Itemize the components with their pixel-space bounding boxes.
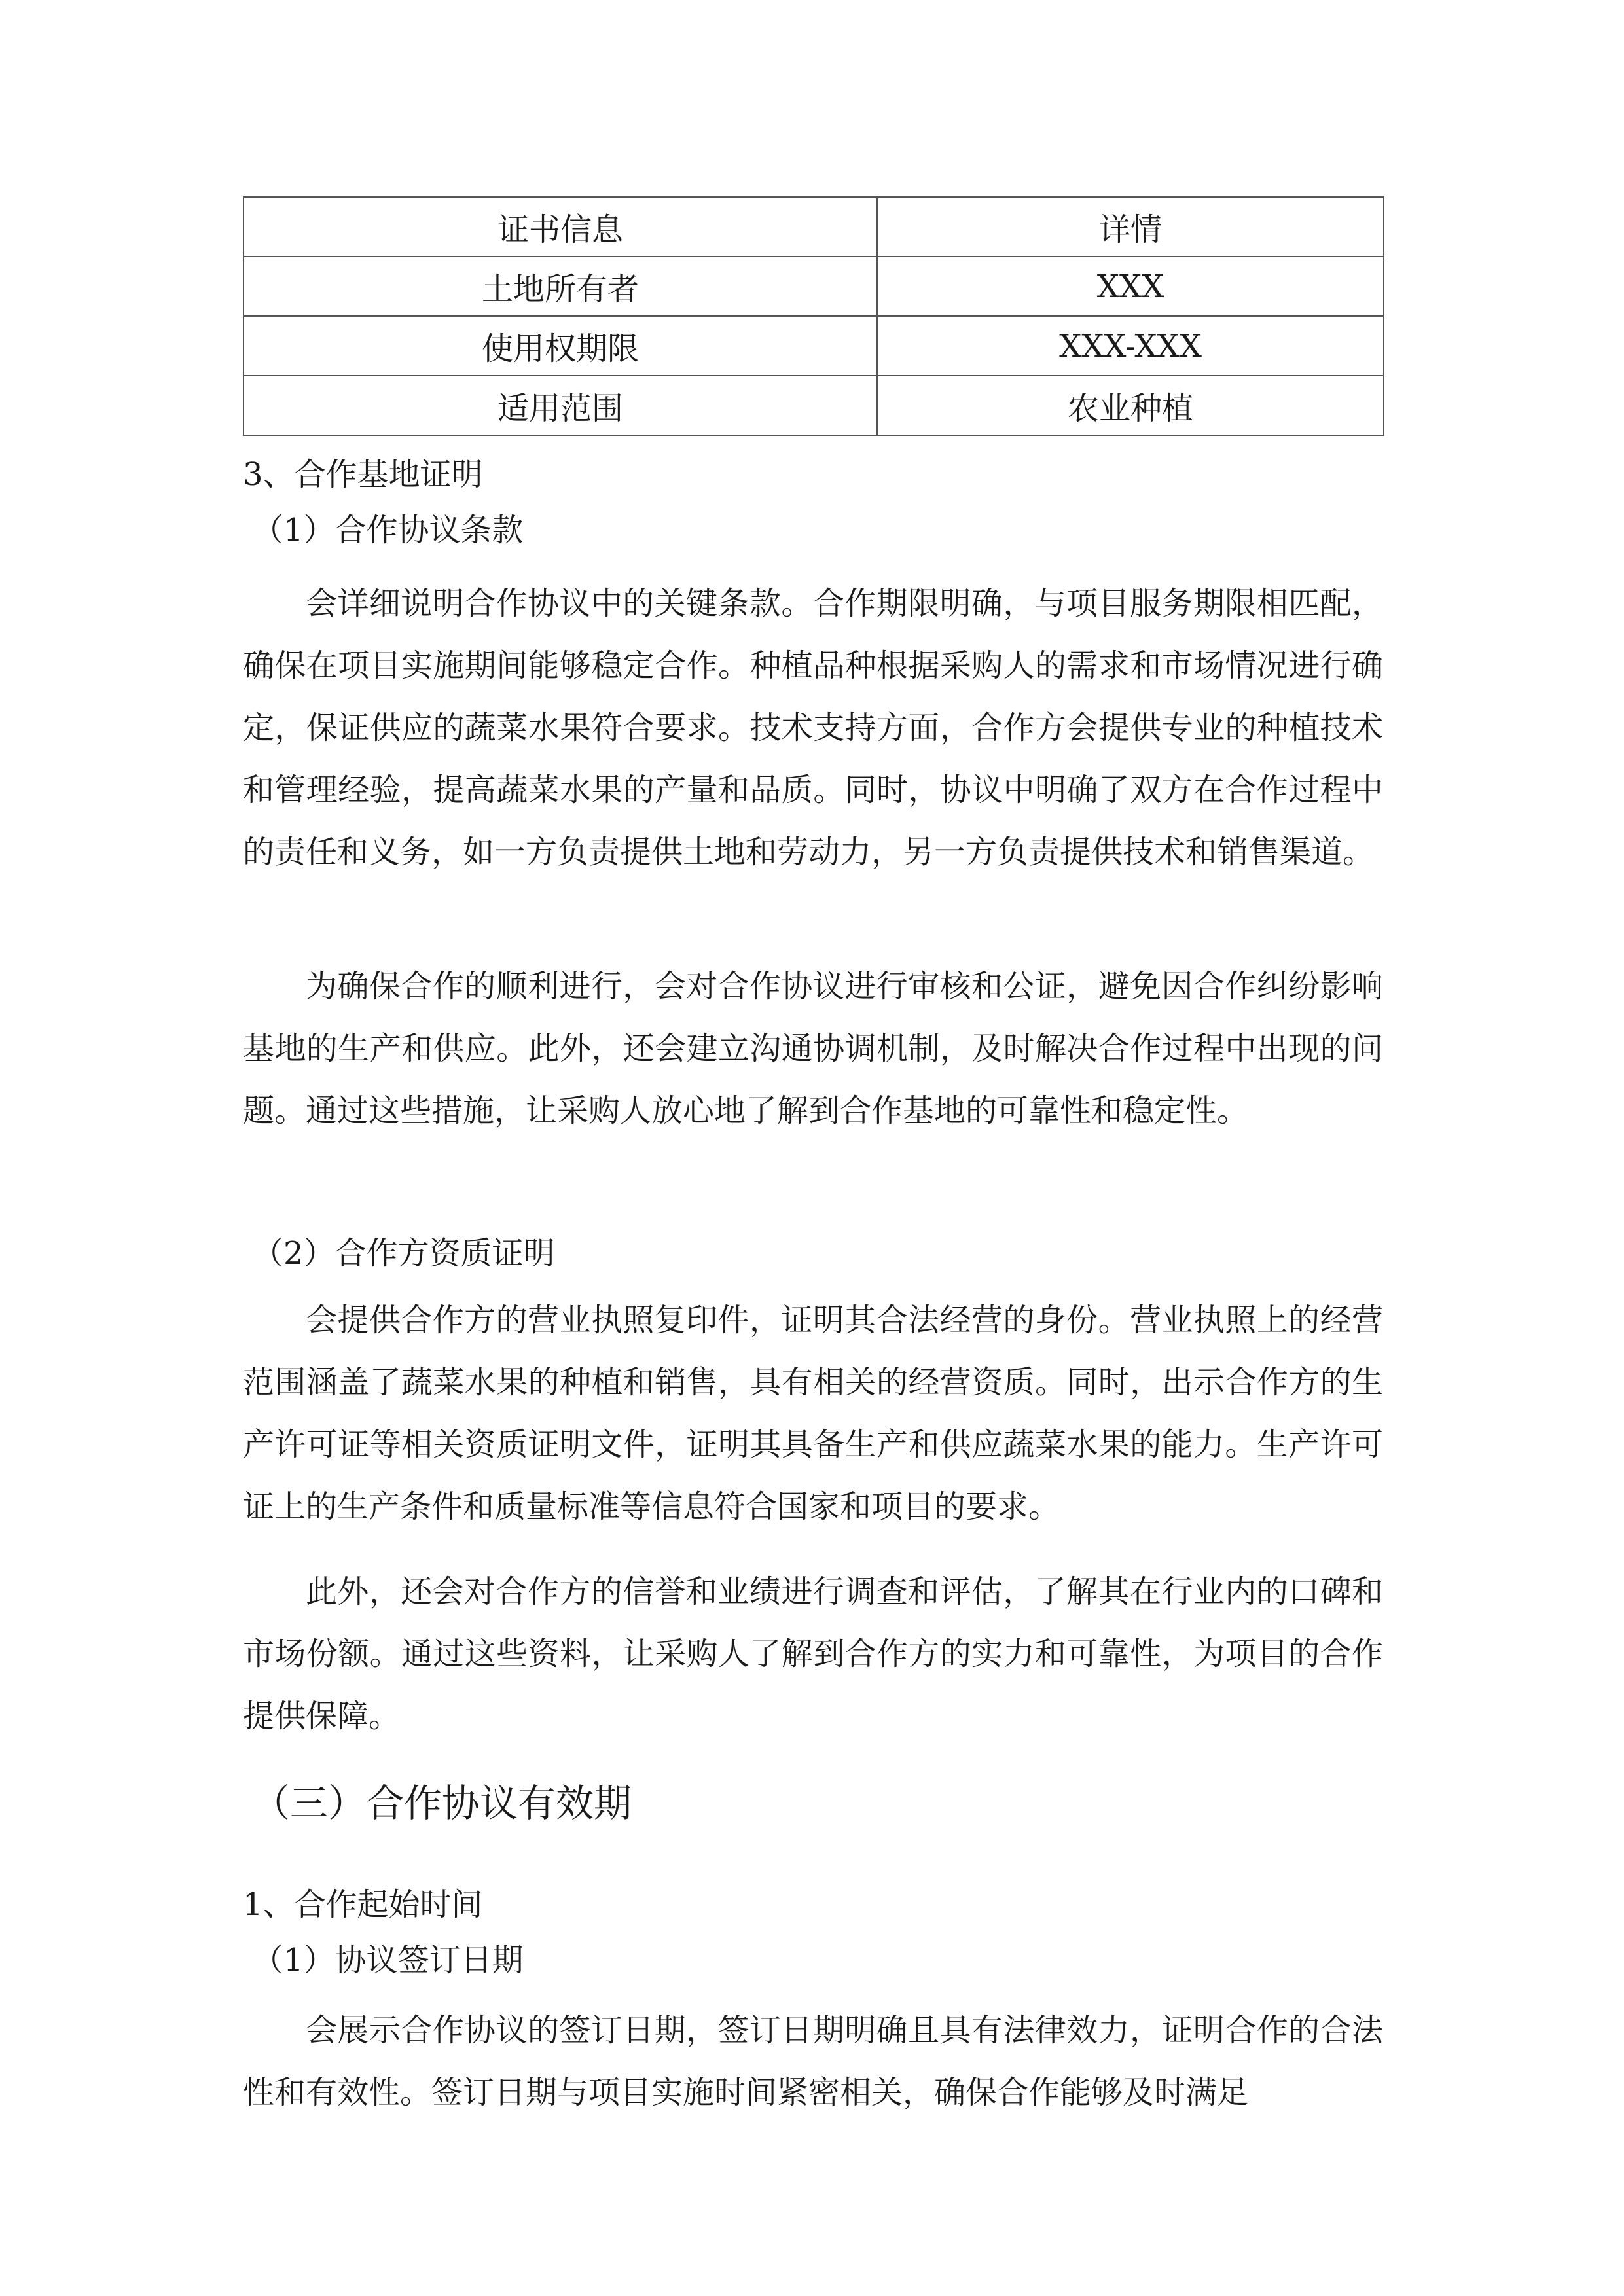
body-paragraph: 此外，还会对合作方的信誉和业绩进行调查和评估，了解其在行业内的口碑和市场份额。通过这些资料，让采购人了解到合作方的实力和可靠性，为项目的合作提供保障。 bbox=[243, 1573, 1383, 1734]
section-heading: 3、合作基地证明 bbox=[243, 456, 483, 493]
chapter-heading: （三）合作协议有效期 bbox=[252, 1781, 632, 1825]
subsection-heading: （1）协议签订日期 bbox=[252, 1942, 524, 1979]
table-cell: XXX-XXX bbox=[877, 316, 1384, 376]
table-cell: 使用权期限 bbox=[244, 316, 877, 376]
section-heading: 1、合作起始时间 bbox=[243, 1886, 483, 1923]
table-cell: 适用范围 bbox=[244, 376, 877, 435]
table-header-row bbox=[244, 197, 1384, 257]
table-row bbox=[244, 257, 1384, 316]
certificate-info-table bbox=[243, 196, 1384, 436]
subsection-heading: （2）合作方资质证明 bbox=[252, 1235, 555, 1272]
table-row bbox=[244, 316, 1384, 376]
body-paragraph: 会详细说明合作协议中的关键条款。合作期限明确，与项目服务期限相匹配，确保在项目实施期间能够稳定合作。种植品种根据采购人的需求和市场情况进行确定，保证供应的蔬菜水果符合要求。技术支持方面，合作方会提供专业的种植技术和管理经验，提高蔬菜水果的产量和品质。同时，协议中明确了双方在合作过程中的责任和义务，如一方负责提供土地和劳动力，另一方负责提供技术和销售渠道。 bbox=[243, 585, 1383, 870]
body-paragraph: 会展示合作协议的签订日期，签订日期明确且具有法律效力，证明合作的合法性和有效性。签订日期与项目实施时间紧密相关，确保合作能够及时满足 bbox=[243, 2012, 1383, 2111]
body-paragraph: 为确保合作的顺利进行，会对合作协议进行审核和公证，避免因合作纠纷影响基地的生产和供应。此外，还会建立沟通协调机制，及时解决合作过程中出现的问题。通过这些措施，让采购人放心地了解到合作基地的可靠性和稳定性。 bbox=[243, 968, 1383, 1129]
table-header-cell: 证书信息 bbox=[244, 197, 877, 257]
table-row bbox=[244, 376, 1384, 435]
subsection-heading: （1）合作协议条款 bbox=[252, 512, 524, 548]
table-cell: XXX bbox=[877, 257, 1384, 316]
body-paragraph: 会提供合作方的营业执照复印件，证明其合法经营的身份。营业执照上的经营范围涵盖了蔬菜水果的种植和销售，具有相关的经营资质。同时，出示合作方的生产许可证等相关资质证明文件，证明其具备生产和供应蔬菜水果的能力。生产许可证上的生产条件和质量标准等信息符合国家和项目的要求。 bbox=[243, 1302, 1383, 1525]
table-cell: 农业种植 bbox=[877, 376, 1384, 435]
table-cell: 土地所有者 bbox=[244, 257, 877, 316]
table-header-cell: 详情 bbox=[877, 197, 1384, 257]
